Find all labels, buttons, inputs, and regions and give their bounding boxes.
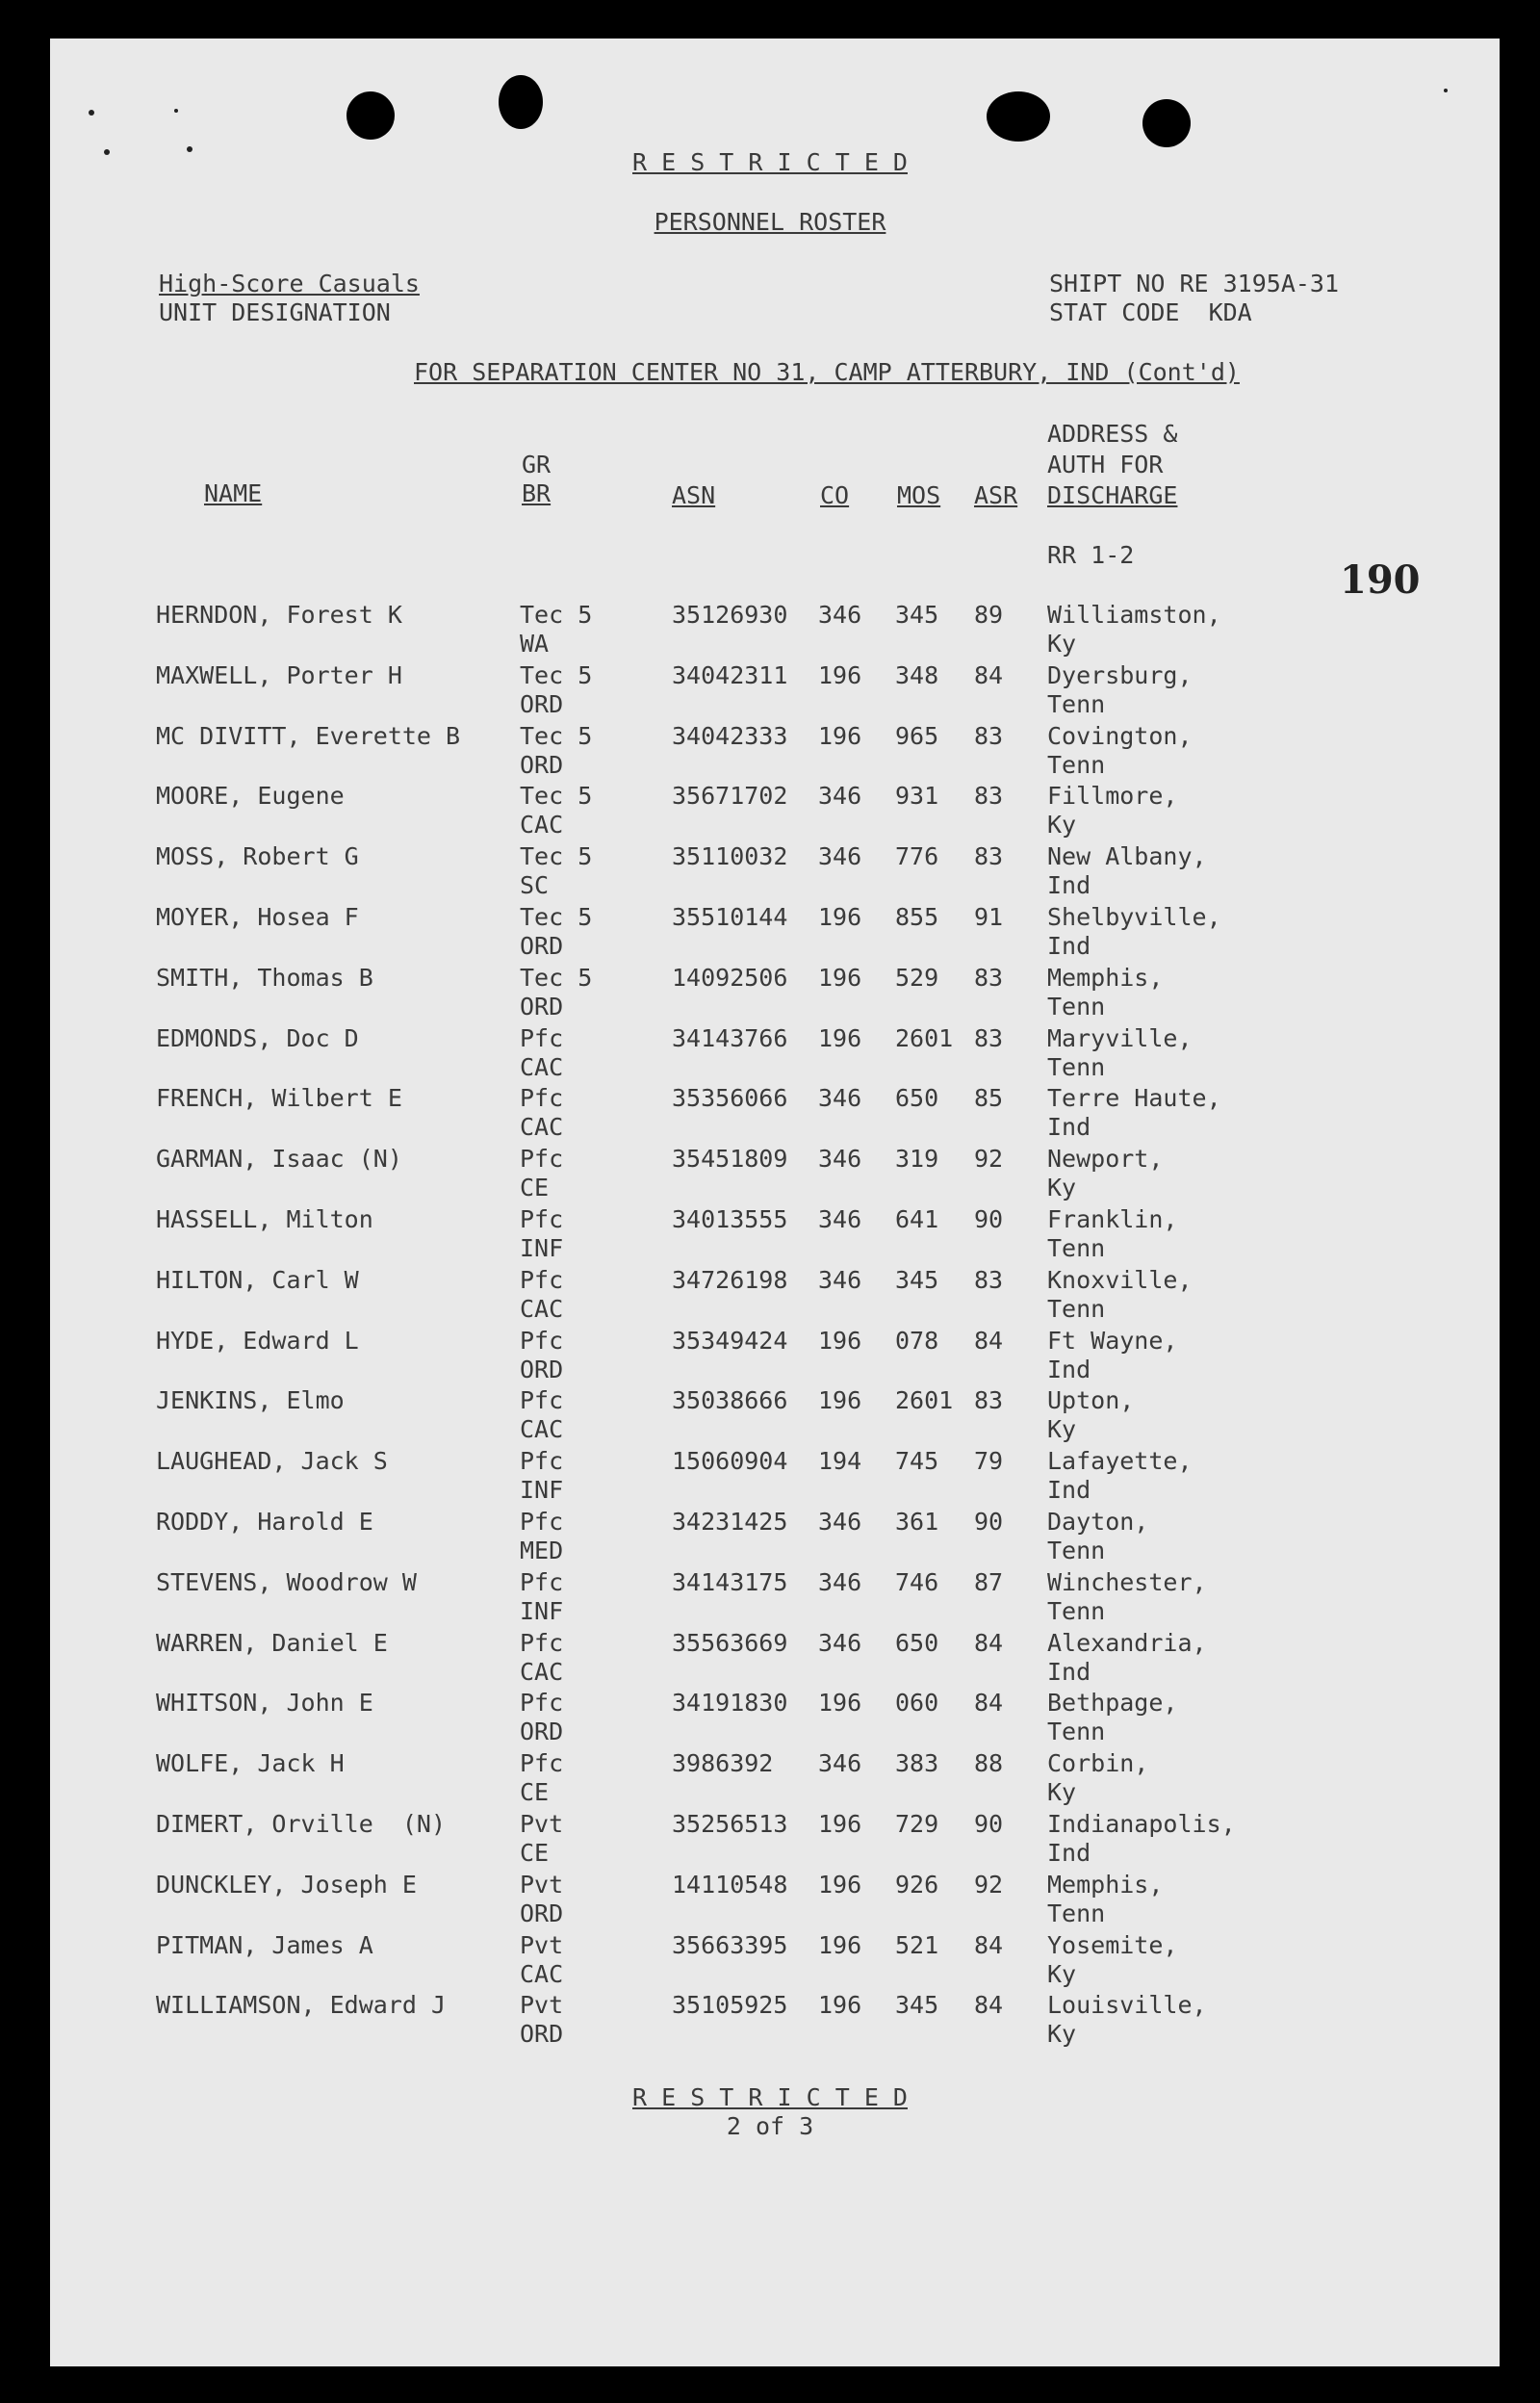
- row-grade: Pvt: [520, 1930, 564, 1959]
- row-city: Lafayette,: [1047, 1447, 1193, 1476]
- row-asn: 35256513: [672, 1810, 788, 1838]
- row-asr: 87: [974, 1567, 1004, 1596]
- row-grade: Tec 5: [520, 782, 593, 811]
- row-co: 196: [818, 963, 862, 992]
- row-asn: 35663395: [672, 1930, 788, 1959]
- row-name: MOORE, Eugene: [156, 782, 345, 811]
- row-city: Shelbyville,: [1047, 903, 1221, 931]
- row-grade: Pfc: [520, 1023, 564, 1052]
- row-branch: ORD: [520, 992, 564, 1021]
- row-co: 196: [818, 660, 862, 689]
- row-state: Ind: [1047, 1113, 1091, 1142]
- row-state: Ky: [1047, 1778, 1077, 1807]
- table-row: [0, 1024, 1540, 1084]
- row-co: 196: [818, 1689, 862, 1718]
- row-branch: INF: [520, 1476, 564, 1505]
- row-grade: Pvt: [520, 1991, 564, 2020]
- row-mos: 746: [895, 1567, 939, 1596]
- row-city: Bethpage,: [1047, 1689, 1178, 1718]
- table-row: [0, 1871, 1540, 1930]
- row-asr: 89: [974, 601, 1004, 629]
- row-state: Tenn: [1047, 750, 1106, 779]
- row-asn: 34143175: [672, 1567, 788, 1596]
- row-asr: 85: [974, 1084, 1004, 1113]
- restricted-marking-top: R E S T R I C T E D: [632, 148, 908, 176]
- row-city: Memphis,: [1047, 1870, 1164, 1899]
- row-asn: 3986392: [672, 1749, 774, 1778]
- row-state: Tenn: [1047, 992, 1106, 1021]
- table-row: [0, 1145, 1540, 1204]
- row-branch: CAC: [520, 1113, 564, 1142]
- row-asr: 90: [974, 1508, 1004, 1536]
- destination-line: FOR SEPARATION CENTER NO 31, CAMP ATTERBURY, IND (Cont'd): [414, 358, 1240, 386]
- row-mos: 383: [895, 1749, 939, 1778]
- row-state: Tenn: [1047, 1718, 1106, 1746]
- row-grade: Pfc: [520, 1508, 564, 1536]
- row-grade: Pfc: [520, 1447, 564, 1476]
- table-row: [0, 1810, 1540, 1870]
- row-grade: Tec 5: [520, 660, 593, 689]
- row-city: Knoxville,: [1047, 1265, 1193, 1294]
- punch-hole: [1142, 99, 1191, 147]
- row-city: Winchester,: [1047, 1567, 1207, 1596]
- row-asn: 34231425: [672, 1508, 788, 1536]
- row-mos: 345: [895, 601, 939, 629]
- row-name: DUNCKLEY, Joseph E: [156, 1870, 417, 1899]
- row-asr: 83: [974, 721, 1004, 750]
- row-asn: 34726198: [672, 1265, 788, 1294]
- row-mos: 348: [895, 660, 939, 689]
- col-asn: ASN: [672, 481, 716, 509]
- punch-hole: [987, 91, 1050, 142]
- row-grade: Pfc: [520, 1205, 564, 1233]
- row-state: Tenn: [1047, 1596, 1106, 1625]
- row-asr: 84: [974, 1991, 1004, 2020]
- row-grade: Tec 5: [520, 721, 593, 750]
- row-asn: 15060904: [672, 1447, 788, 1476]
- row-city: Indianapolis,: [1047, 1810, 1236, 1838]
- row-asn: 34042311: [672, 660, 788, 689]
- col-co: CO: [820, 481, 850, 509]
- row-asr: 84: [974, 1628, 1004, 1657]
- row-state: Tenn: [1047, 1899, 1106, 1927]
- row-branch: CAC: [520, 811, 564, 840]
- row-branch: CAC: [520, 1294, 564, 1323]
- row-state: Ky: [1047, 1959, 1077, 1988]
- row-asr: 83: [974, 842, 1004, 871]
- ink-speck: [187, 146, 192, 152]
- stat-code: STAT CODE KDA: [1049, 298, 1252, 326]
- table-row: [0, 1568, 1540, 1628]
- row-asn: 35038666: [672, 1386, 788, 1415]
- ink-speck: [1444, 89, 1448, 92]
- row-city: Williamston,: [1047, 601, 1221, 629]
- row-city: Louisville,: [1047, 1991, 1207, 2020]
- row-asn: 35671702: [672, 782, 788, 811]
- row-name: WILLIAMSON, Edward J: [156, 1991, 447, 2020]
- row-grade: Pfc: [520, 1628, 564, 1657]
- row-branch: CE: [520, 1839, 550, 1867]
- row-asr: 84: [974, 1326, 1004, 1355]
- row-asr: 83: [974, 1023, 1004, 1052]
- row-state: Ky: [1047, 811, 1077, 840]
- row-branch: INF: [520, 1234, 564, 1262]
- row-state: Tenn: [1047, 1234, 1106, 1262]
- row-grade: Tec 5: [520, 903, 593, 931]
- ink-speck: [174, 109, 178, 113]
- row-co: 346: [818, 782, 862, 811]
- row-name: STEVENS, Woodrow W: [156, 1567, 417, 1596]
- row-branch: ORD: [520, 2020, 564, 2049]
- row-name: FRENCH, Wilbert E: [156, 1084, 402, 1113]
- row-asr: 92: [974, 1870, 1004, 1899]
- row-state: Ky: [1047, 630, 1077, 658]
- row-branch: WA: [520, 630, 550, 658]
- row-asr: 92: [974, 1145, 1004, 1174]
- row-name: HERNDON, Forest K: [156, 601, 402, 629]
- row-mos: 060: [895, 1689, 939, 1718]
- row-co: 194: [818, 1447, 862, 1476]
- table-row: [0, 1991, 1540, 2051]
- row-mos: 319: [895, 1145, 939, 1174]
- row-co: 196: [818, 1810, 862, 1838]
- row-city: Yosemite,: [1047, 1930, 1178, 1959]
- row-city: Franklin,: [1047, 1205, 1178, 1233]
- row-state: Tenn: [1047, 1294, 1106, 1323]
- table-row: [0, 1447, 1540, 1507]
- row-asn: 35356066: [672, 1084, 788, 1113]
- row-mos: 361: [895, 1508, 939, 1536]
- page-of-count: 2 of 3: [726, 2112, 814, 2140]
- row-co: 346: [818, 601, 862, 629]
- row-asr: 84: [974, 1689, 1004, 1718]
- ink-speck: [89, 110, 94, 116]
- unit-designation-label: UNIT DESIGNATION: [159, 298, 391, 326]
- row-co: 346: [818, 1567, 862, 1596]
- row-name: SMITH, Thomas B: [156, 963, 373, 992]
- table-row: [0, 1689, 1540, 1748]
- row-mos: 776: [895, 842, 939, 871]
- row-name: DIMERT, Orville (N): [156, 1810, 447, 1838]
- row-co: 346: [818, 1084, 862, 1113]
- row-state: Ky: [1047, 1415, 1077, 1444]
- row-state: Ind: [1047, 932, 1091, 960]
- row-branch: CAC: [520, 1657, 564, 1686]
- row-grade: Tec 5: [520, 963, 593, 992]
- row-name: HILTON, Carl W: [156, 1265, 359, 1294]
- row-city: Dayton,: [1047, 1508, 1149, 1536]
- col-gr: GR: [522, 451, 552, 478]
- punch-hole: [499, 75, 543, 129]
- row-name: WHITSON, John E: [156, 1689, 373, 1718]
- row-mos: 529: [895, 963, 939, 992]
- row-mos: 926: [895, 1870, 939, 1899]
- table-row: [0, 1629, 1540, 1689]
- row-mos: 650: [895, 1628, 939, 1657]
- table-row: [0, 1084, 1540, 1144]
- row-grade: Pfc: [520, 1145, 564, 1174]
- row-name: MC DIVITT, Everette B: [156, 721, 461, 750]
- row-name: WOLFE, Jack H: [156, 1749, 345, 1778]
- row-asr: 91: [974, 903, 1004, 931]
- row-branch: CE: [520, 1778, 550, 1807]
- row-asn: 34042333: [672, 721, 788, 750]
- table-row: [0, 661, 1540, 721]
- row-grade: Pfc: [520, 1689, 564, 1718]
- row-grade: Tec 5: [520, 601, 593, 629]
- row-name: MOYER, Hosea F: [156, 903, 359, 931]
- row-state: Ind: [1047, 871, 1091, 900]
- table-row: [0, 1205, 1540, 1265]
- table-row: [0, 1386, 1540, 1446]
- row-branch: INF: [520, 1596, 564, 1625]
- table-row: [0, 964, 1540, 1023]
- row-city: Alexandria,: [1047, 1628, 1207, 1657]
- row-mos: 521: [895, 1930, 939, 1959]
- row-grade: Pvt: [520, 1810, 564, 1838]
- punch-hole: [346, 91, 395, 140]
- row-grade: Pfc: [520, 1386, 564, 1415]
- row-asn: 35349424: [672, 1326, 788, 1355]
- row-asn: 35451809: [672, 1145, 788, 1174]
- col-address-3: DISCHARGE: [1047, 481, 1178, 509]
- row-asr: 83: [974, 963, 1004, 992]
- table-row: [0, 842, 1540, 902]
- row-branch: MED: [520, 1537, 564, 1564]
- col-mos: MOS: [897, 481, 941, 509]
- row-state: Tenn: [1047, 689, 1106, 718]
- table-row: [0, 1327, 1540, 1386]
- row-branch: CE: [520, 1174, 550, 1202]
- row-branch: CAC: [520, 1415, 564, 1444]
- row-co: 346: [818, 1749, 862, 1778]
- row-city: Fillmore,: [1047, 782, 1178, 811]
- row-city: Corbin,: [1047, 1749, 1149, 1778]
- row-city: Terre Haute,: [1047, 1084, 1221, 1113]
- row-city: Maryville,: [1047, 1023, 1193, 1052]
- row-mos: 745: [895, 1447, 939, 1476]
- row-branch: CAC: [520, 1959, 564, 1988]
- row-branch: ORD: [520, 1355, 564, 1383]
- row-mos: 2601: [895, 1023, 954, 1052]
- table-row: [0, 782, 1540, 841]
- row-state: Tenn: [1047, 1537, 1106, 1564]
- col-address-1: ADDRESS &: [1047, 420, 1178, 448]
- row-grade: Pfc: [520, 1567, 564, 1596]
- row-state: Tenn: [1047, 1052, 1106, 1081]
- roster-title: PERSONNEL ROSTER: [654, 208, 886, 236]
- row-mos: 345: [895, 1265, 939, 1294]
- row-state: Ky: [1047, 1174, 1077, 1202]
- row-asr: 83: [974, 1386, 1004, 1415]
- restricted-marking-bottom: R E S T R I C T E D: [632, 2083, 908, 2111]
- row-grade: Pfc: [520, 1749, 564, 1778]
- row-co: 196: [818, 721, 862, 750]
- row-state: Ind: [1047, 1476, 1091, 1505]
- row-name: EDMONDS, Doc D: [156, 1023, 359, 1052]
- row-mos: 2601: [895, 1386, 954, 1415]
- row-asr: 90: [974, 1205, 1004, 1233]
- row-asn: 35110032: [672, 842, 788, 871]
- row-co: 196: [818, 1326, 862, 1355]
- row-grade: Pfc: [520, 1265, 564, 1294]
- row-mos: 965: [895, 721, 939, 750]
- row-asn: 35126930: [672, 601, 788, 629]
- table-row: [0, 1749, 1540, 1809]
- row-mos: 855: [895, 903, 939, 931]
- row-city: Upton,: [1047, 1386, 1135, 1415]
- row-branch: ORD: [520, 932, 564, 960]
- row-state: Ind: [1047, 1657, 1091, 1686]
- row-name: HASSELL, Milton: [156, 1205, 373, 1233]
- row-city: Memphis,: [1047, 963, 1164, 992]
- row-name: RODDY, Harold E: [156, 1508, 373, 1536]
- row-co: 196: [818, 1870, 862, 1899]
- row-co: 346: [818, 1508, 862, 1536]
- row-co: 346: [818, 1205, 862, 1233]
- row-name: PITMAN, James A: [156, 1930, 373, 1959]
- row-city: Covington,: [1047, 721, 1193, 750]
- row-asn: 35510144: [672, 903, 788, 931]
- row-branch: CAC: [520, 1052, 564, 1081]
- row-city: Dyersburg,: [1047, 660, 1193, 689]
- col-br: BR: [522, 479, 552, 507]
- row-branch: SC: [520, 871, 550, 900]
- row-mos: 345: [895, 1991, 939, 2020]
- table-row: [0, 903, 1540, 963]
- row-name: MOSS, Robert G: [156, 842, 359, 871]
- row-name: GARMAN, Isaac (N): [156, 1145, 402, 1174]
- row-state: Ind: [1047, 1839, 1091, 1867]
- row-co: 346: [818, 1145, 862, 1174]
- row-co: 346: [818, 842, 862, 871]
- row-asr: 84: [974, 660, 1004, 689]
- row-name: JENKINS, Elmo: [156, 1386, 345, 1415]
- row-mos: 931: [895, 782, 939, 811]
- row-asr: 90: [974, 1810, 1004, 1838]
- row-asr: 79: [974, 1447, 1004, 1476]
- row-branch: ORD: [520, 1718, 564, 1746]
- row-asr: 83: [974, 782, 1004, 811]
- row-asr: 88: [974, 1749, 1004, 1778]
- page-number-stamp: 190: [1340, 557, 1421, 603]
- row-state: Ky: [1047, 2020, 1077, 2049]
- row-asn: 35105925: [672, 1991, 788, 2020]
- row-co: 196: [818, 1991, 862, 2020]
- row-branch: ORD: [520, 1899, 564, 1927]
- row-asn: 34143766: [672, 1023, 788, 1052]
- table-row: [0, 1266, 1540, 1326]
- row-branch: ORD: [520, 750, 564, 779]
- row-city: Newport,: [1047, 1145, 1164, 1174]
- row-grade: Pvt: [520, 1870, 564, 1899]
- col-name: NAME: [204, 479, 263, 507]
- row-asr: 83: [974, 1265, 1004, 1294]
- ink-speck: [104, 149, 110, 155]
- row-asn: 14092506: [672, 963, 788, 992]
- shipment-number: SHIPT NO RE 3195A-31: [1049, 270, 1340, 297]
- row-co: 196: [818, 1386, 862, 1415]
- col-asr: ASR: [974, 481, 1018, 509]
- row-mos: 641: [895, 1205, 939, 1233]
- table-row: [0, 601, 1540, 660]
- row-name: MAXWELL, Porter H: [156, 660, 402, 689]
- row-name: HYDE, Edward L: [156, 1326, 359, 1355]
- row-asn: 35563669: [672, 1628, 788, 1657]
- row-asn: 34191830: [672, 1689, 788, 1718]
- row-asn: 34013555: [672, 1205, 788, 1233]
- row-asr: 84: [974, 1930, 1004, 1959]
- row-name: LAUGHEAD, Jack S: [156, 1447, 388, 1476]
- row-state: Ind: [1047, 1355, 1091, 1383]
- row-name: WARREN, Daniel E: [156, 1628, 388, 1657]
- row-asn: 14110548: [672, 1870, 788, 1899]
- row-mos: 729: [895, 1810, 939, 1838]
- row-grade: Tec 5: [520, 842, 593, 871]
- row-grade: Pfc: [520, 1326, 564, 1355]
- row-grade: Pfc: [520, 1084, 564, 1113]
- row-co: 346: [818, 1265, 862, 1294]
- row-co: 196: [818, 1023, 862, 1052]
- row-co: 346: [818, 1628, 862, 1657]
- table-row: [0, 722, 1540, 782]
- row-branch: ORD: [520, 689, 564, 718]
- row-city: Ft Wayne,: [1047, 1326, 1178, 1355]
- table-row: [0, 1508, 1540, 1567]
- row-co: 196: [818, 1930, 862, 1959]
- unit-name: High-Score Casuals: [159, 270, 420, 297]
- row-mos: 650: [895, 1084, 939, 1113]
- row-co: 196: [818, 903, 862, 931]
- rr-note: RR 1-2: [1047, 541, 1135, 569]
- row-city: New Albany,: [1047, 842, 1207, 871]
- col-address-2: AUTH FOR: [1047, 451, 1164, 478]
- table-row: [0, 1931, 1540, 1991]
- row-mos: 078: [895, 1326, 939, 1355]
